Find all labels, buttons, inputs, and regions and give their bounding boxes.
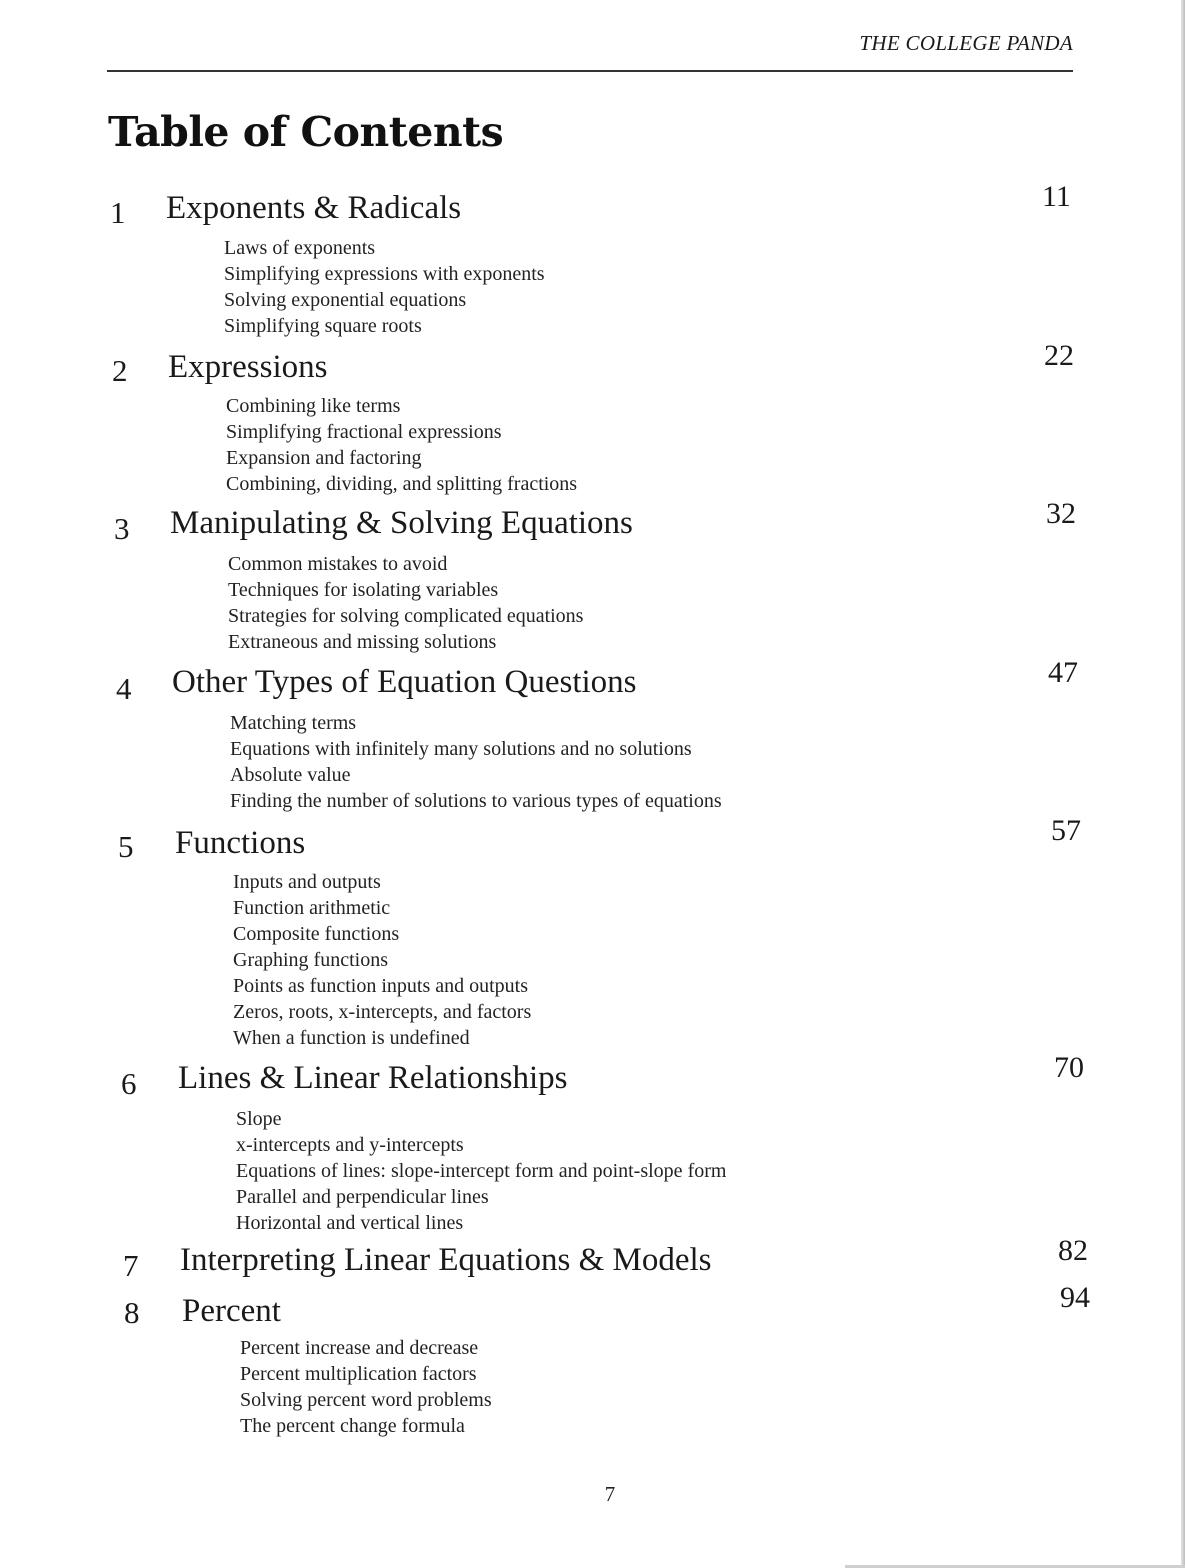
topic-item: Finding the number of solutions to various types of equations (230, 790, 722, 812)
topic-item: Combining like terms (226, 395, 401, 417)
topic-list (224, 235, 545, 339)
topic-item: Graphing functions (233, 949, 388, 971)
topic-item: Extraneous and missing solutions (228, 631, 497, 653)
chapter-title[interactable]: Percent (182, 1293, 281, 1329)
chapter-number: 1 (110, 195, 126, 230)
chapter-title[interactable]: Manipulating & Solving Equations (170, 505, 633, 541)
topic-item: The percent change formula (240, 1415, 465, 1437)
running-head: THE COLLEGE PANDA (859, 31, 1073, 55)
topic-item: Simplifying square roots (224, 315, 422, 337)
topic-list (233, 869, 531, 1051)
topic-item: Composite functions (233, 923, 400, 945)
chapter-title[interactable]: Lines & Linear Relationships (178, 1060, 568, 1096)
topic-list (226, 393, 577, 497)
topic-item: Simplifying fractional expressions (226, 421, 502, 443)
scan-edge (1181, 0, 1185, 1568)
topic-item: Combining, dividing, and splitting fractions (226, 473, 578, 495)
chapter-number: 3 (114, 511, 130, 546)
topic-item: Matching terms (230, 712, 357, 734)
chapter-page-number: 47 (1048, 656, 1078, 689)
chapter-title[interactable]: Functions (175, 825, 306, 861)
topic-item: Laws of exponents (224, 237, 376, 259)
topic-item: Equations of lines: slope-intercept form and point-slope form (236, 1160, 727, 1182)
chapter-title[interactable]: Other Types of Equation Questions (172, 664, 637, 700)
topic-item: Strategies for solving complicated equations (228, 605, 584, 627)
chapter-title[interactable]: Expressions (168, 349, 328, 385)
page-number: 7 (604, 1482, 616, 1506)
header-rule (107, 70, 1073, 72)
chapter-title[interactable]: Interpreting Linear Equations & Models (180, 1242, 712, 1278)
topic-item: Function arithmetic (233, 897, 391, 919)
chapter-number: 8 (124, 1295, 140, 1330)
topic-item: Absolute value (230, 764, 351, 786)
topic-item: Parallel and perpendicular lines (236, 1186, 489, 1208)
chapter-page-number: 57 (1051, 814, 1081, 847)
chapter-number: 5 (118, 829, 134, 864)
topic-item: Expansion and factoring (226, 447, 422, 469)
chapter-page-number: 32 (1046, 497, 1076, 530)
chapter-number: 6 (121, 1066, 137, 1101)
topic-list (236, 1106, 726, 1236)
topic-item: Equations with infinitely many solutions and no solutions (230, 738, 692, 760)
chapter-page-number: 11 (1042, 180, 1071, 213)
chapter-page-number: 70 (1054, 1051, 1084, 1084)
chapter-title[interactable]: Exponents & Radicals (166, 190, 462, 226)
topic-list (230, 710, 722, 814)
topic-item: Slope (236, 1108, 282, 1130)
topic-item: When a function is undefined (233, 1027, 470, 1049)
topic-item: Horizontal and vertical lines (236, 1212, 464, 1234)
page-title: Table of Contents (108, 108, 504, 156)
topic-item: Simplifying expressions with exponents (224, 263, 545, 285)
topic-item: Solving percent word problems (240, 1389, 492, 1411)
chapter-page-number: 94 (1060, 1281, 1090, 1314)
topic-item: Percent increase and decrease (240, 1337, 479, 1359)
chapter-page-number: 22 (1044, 339, 1074, 372)
topic-item: Techniques for isolating variables (228, 579, 499, 601)
topic-item: Common mistakes to avoid (228, 553, 448, 575)
topic-item: Percent multiplication factors (240, 1363, 477, 1385)
topic-item: Points as function inputs and outputs (233, 975, 528, 997)
topic-list (228, 551, 583, 655)
chapter-number: 7 (123, 1248, 139, 1283)
topic-list (240, 1335, 492, 1439)
topic-item: x-intercepts and y-intercepts (236, 1134, 464, 1156)
chapter-page-number: 82 (1058, 1234, 1088, 1267)
topic-item: Solving exponential equations (224, 289, 467, 311)
chapter-number: 2 (112, 353, 128, 388)
topic-item: Inputs and outputs (233, 871, 381, 893)
topic-item: Zeros, roots, x-intercepts, and factors (233, 1001, 532, 1023)
chapter-number: 4 (116, 671, 132, 706)
